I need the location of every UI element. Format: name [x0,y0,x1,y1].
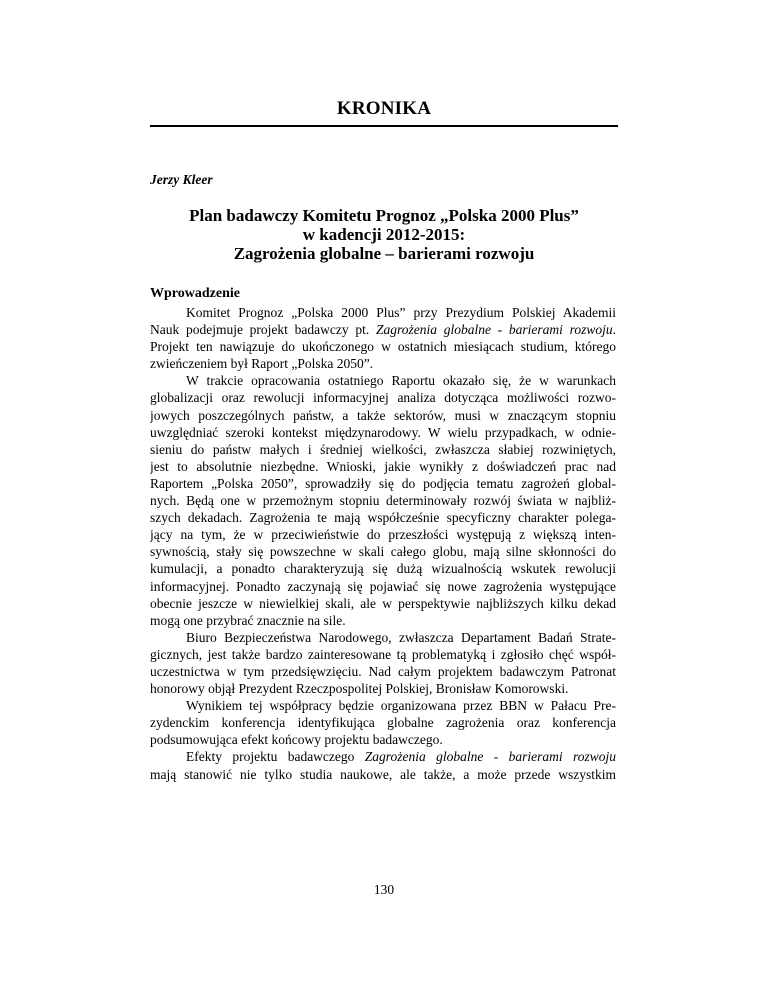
section-heading: Wprowadzenie [150,286,240,301]
article-title [150,206,618,263]
text-line: sywnością, stały się powszechne w skali całego globu, mają silne skłonności do [150,544,616,560]
text-line [150,321,616,338]
text-line [150,748,616,765]
text-line: Wynikiem tej współpracy będzie organizowana przez BBN w Pałacu Pre- [186,698,616,714]
text-line: kumulacji, a ponadto charakteryzują się dużą wizualnością wskutek rewolucji [150,561,616,577]
text-line: nych. Będą one w przemożnym stopniu determinowały rozwój świata w najbliż- [150,493,616,509]
text-line: honorowy objął Prezydent Rzeczpospolitej Polskiej, Bronisław Komorowski. [150,681,569,697]
text-line: globalizacji oraz rewolucji informacyjnej analiza dotycząca możliwości rozwo- [150,390,616,406]
text-line: jest to absolutnie niezbędne. Wnioski, jakie wynikły z doświadczeń prac nad [150,458,616,474]
text-line: Projekt ten nawiązuje do ukończonego w ostatnich miesiącach studium, którego [150,339,616,355]
text-run: Nauk podejmuje projekt badawczy pt. [150,322,376,338]
text-run: Efekty projektu badawczego [186,749,365,765]
text-line: informacyjnej. Ponadto zaczynają się pojawiać się nowe zagrożenia występujące [150,578,616,594]
text-line: Raportem „Polska 2050”, sprowadziły się do podjęcia tematu zagrożeń global- [150,475,616,491]
text-line: mogą one przybrać znacznie na sile. [150,612,346,628]
text-line: Biuro Bezpieczeństwa Narodowego, zwłaszcza Departament Badań Strate- [186,629,616,645]
text-line: jowych poszczególnych państw, a także sektorów, musi w znaczącym stopniu [150,407,616,423]
page-number: 130 [373,882,395,897]
text-line: zwieńczeniem był Raport „Polska 2050”. [150,356,374,372]
article-title-line: w kadencji 2012-2015: [302,225,466,244]
text-line: zydenckim konferencja identyfikująca globalne zagrożenia oraz konferencja [150,715,616,731]
text-line: mają stanowić nie tylko studia naukowe, ale także, a może przede wszystkim [150,766,616,782]
text-line: jący na tym, że w przeciwieństwie do przeszłości występują z większą inten- [150,527,616,543]
body-text [150,304,616,783]
text-line: gicznych, jest także bardzo zainteresowane tą problematyką i zgłosiło chęć współ- [150,646,616,662]
text-line: W trakcie opracowania ostatniego Raportu okazało się, że w warunkach [186,373,616,389]
author-name: Jerzy Kleer [150,172,213,187]
text-line: sieniu do państw małych i średniej wielkości, zwłaszcza słabiej rozwiniętych, [150,441,616,457]
text-line: podsumowująca efekt końcowy projektu badawczego. [150,732,443,748]
article-title-line: Plan badawczy Komitetu Prognoz „Polska 2000 Plus” [189,206,579,225]
text-line: uwzględniać szeroki kontekst międzynarodowy. W wielu przypadkach, w odnie- [150,424,616,440]
text-run: . [612,322,616,338]
article-title-line: Zagrożenia globalne – barierami rozwoju [233,244,535,263]
text-line: obecnie jeszcze w niewielkiej skali, ale w perspektywie najbliższych kilku dekad [150,595,616,611]
italic-title-run: Zagrożenia globalne - barierami rozwoju [375,322,613,338]
header-rule [150,125,618,127]
italic-title-run: Zagrożenia globalne - barierami rozwoju [364,749,616,765]
text-line: uczestnictwa w tym przedsięwzięciu. Nad całym projektem badawczym Patronat [150,663,616,679]
running-header: KRONIKA [336,98,432,119]
text-line: szych dekadach. Zagrożenia te mają współcześnie specyficzny charakter polega- [150,510,616,526]
text-line: Komitet Prognoz „Polska 2000 Plus” przy Prezydium Polskiej Akademii [186,305,616,320]
